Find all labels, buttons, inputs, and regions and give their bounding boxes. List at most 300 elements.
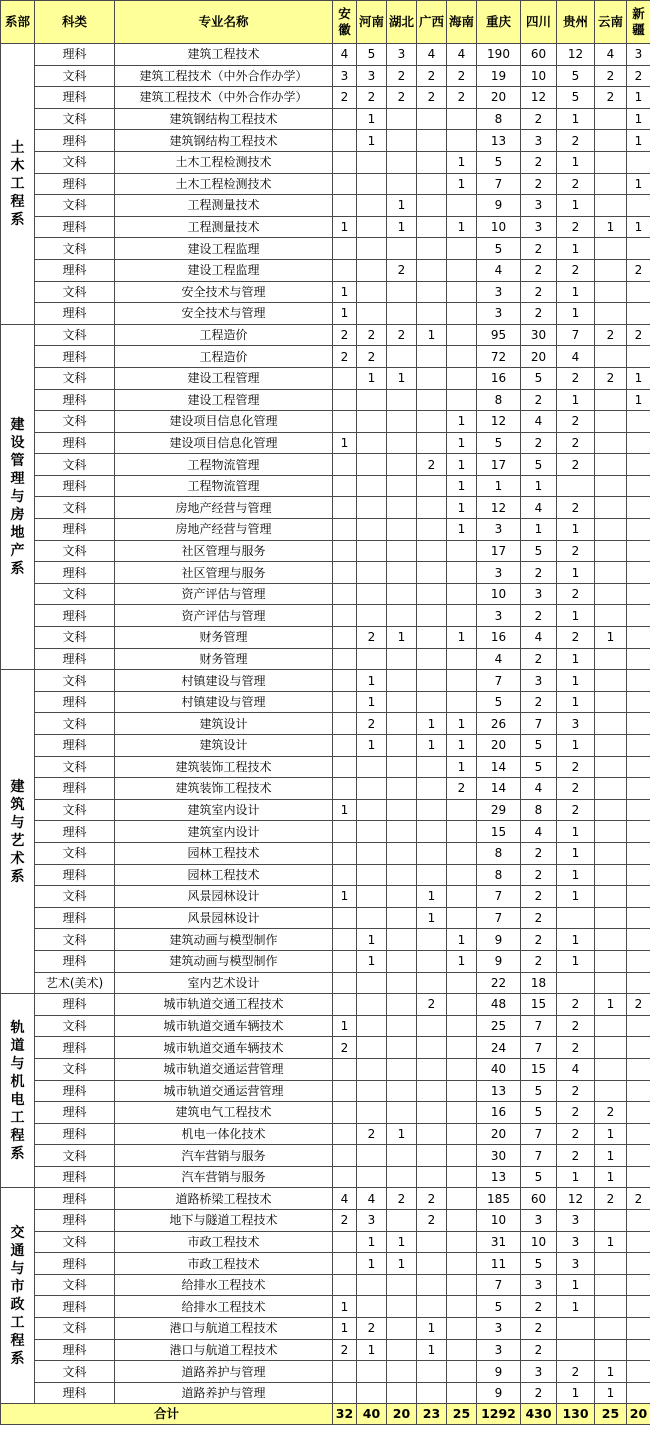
quota-cell: 2 [357, 713, 387, 735]
quota-cell [447, 1058, 477, 1080]
table-row [1, 1037, 650, 1059]
quota-cell [595, 151, 627, 173]
quota-cell: 31 [477, 1231, 521, 1253]
quota-cell [417, 648, 447, 670]
quota-cell [387, 886, 417, 908]
quota-cell: 7 [521, 713, 557, 735]
department-label: 建筑与艺术系 [10, 778, 25, 885]
quota-cell [627, 195, 650, 217]
quota-cell [387, 1382, 417, 1404]
quota-cell [447, 605, 477, 627]
quota-cell [447, 1361, 477, 1383]
quota-cell [333, 411, 357, 433]
quota-cell [595, 1015, 627, 1037]
quota-cell: 8 [477, 108, 521, 130]
quota-cell: 1 [447, 519, 477, 541]
major-cell: 园林工程技术 [115, 864, 333, 886]
table-row [1, 907, 650, 929]
table-row [1, 303, 650, 325]
quota-cell [417, 1015, 447, 1037]
major-cell: 城市轨道交通车辆技术 [115, 1037, 333, 1059]
quota-cell [387, 1166, 417, 1188]
quota-cell [595, 281, 627, 303]
table-header [1, 1, 650, 44]
quota-cell: 1 [387, 627, 417, 649]
quota-cell: 1 [557, 238, 595, 260]
quota-cell [595, 411, 627, 433]
quota-cell [387, 713, 417, 735]
table-row [1, 389, 650, 411]
quota-cell: 2 [447, 65, 477, 87]
quota-cell: 2 [557, 173, 595, 195]
track-cell: 文科 [35, 756, 115, 778]
table-row [1, 475, 650, 497]
quota-cell [595, 1318, 627, 1340]
quota-cell [417, 1231, 447, 1253]
major-cell: 工程造价 [115, 346, 333, 368]
quota-cell [627, 907, 650, 929]
quota-cell: 3 [357, 65, 387, 87]
table-row [1, 648, 650, 670]
quota-cell: 4 [557, 1058, 595, 1080]
quota-cell: 1 [557, 281, 595, 303]
quota-cell [447, 1145, 477, 1167]
quota-cell [595, 756, 627, 778]
quota-cell [595, 519, 627, 541]
quota-cell [387, 864, 417, 886]
table-row [1, 1231, 650, 1253]
quota-cell [357, 994, 387, 1016]
quota-cell [595, 1037, 627, 1059]
quota-cell: 1 [387, 216, 417, 238]
quota-cell: 1 [333, 886, 357, 908]
table-row [1, 627, 650, 649]
quota-cell [417, 562, 447, 584]
quota-cell: 2 [557, 1145, 595, 1167]
table-row [1, 1058, 650, 1080]
quota-cell [627, 1037, 650, 1059]
major-cell: 村镇建设与管理 [115, 691, 333, 713]
table-body [1, 44, 650, 1404]
quota-cell [595, 713, 627, 735]
quota-cell: 1 [627, 108, 650, 130]
table-row [1, 562, 650, 584]
quota-cell [387, 972, 417, 994]
quota-cell: 4 [333, 1188, 357, 1210]
quota-cell [447, 1102, 477, 1124]
quota-cell: 2 [521, 864, 557, 886]
major-cell: 村镇建设与管理 [115, 670, 333, 692]
quota-cell [333, 627, 357, 649]
table-row [1, 519, 650, 541]
quota-cell: 2 [521, 151, 557, 173]
quota-cell: 9 [477, 195, 521, 217]
quota-cell [387, 562, 417, 584]
quota-cell [627, 886, 650, 908]
table-row [1, 864, 650, 886]
quota-cell: 5 [557, 87, 595, 109]
quota-cell: 1 [595, 994, 627, 1016]
quota-cell: 1 [357, 950, 387, 972]
quota-cell: 2 [521, 929, 557, 951]
major-cell: 建筑钢结构工程技术 [115, 130, 333, 152]
quota-cell: 1 [557, 670, 595, 692]
quota-cell: 2 [557, 756, 595, 778]
quota-cell [627, 670, 650, 692]
quota-cell [357, 216, 387, 238]
quota-cell: 3 [521, 1274, 557, 1296]
quota-cell: 2 [333, 324, 357, 346]
table-row [1, 65, 650, 87]
quota-cell [417, 173, 447, 195]
header-dept: 系部 [1, 1, 35, 44]
quota-cell [447, 1166, 477, 1188]
quota-cell [447, 1231, 477, 1253]
quota-cell: 3 [333, 65, 357, 87]
quota-cell [417, 799, 447, 821]
table-row [1, 454, 650, 476]
quota-cell [417, 1145, 447, 1167]
major-cell: 城市轨道交通车辆技术 [115, 1015, 333, 1037]
quota-cell: 2 [557, 799, 595, 821]
quota-cell: 1 [627, 367, 650, 389]
quota-cell: 1 [595, 216, 627, 238]
quota-cell: 1 [447, 497, 477, 519]
quota-cell: 1 [417, 324, 447, 346]
track-cell: 文科 [35, 799, 115, 821]
quota-cell: 5 [477, 238, 521, 260]
table-row [1, 735, 650, 757]
quota-cell: 3 [521, 670, 557, 692]
quota-cell [447, 238, 477, 260]
quota-cell: 7 [477, 1274, 521, 1296]
quota-cell [447, 1382, 477, 1404]
track-cell: 理科 [35, 259, 115, 281]
track-cell: 理科 [35, 173, 115, 195]
quota-cell: 2 [595, 1102, 627, 1124]
major-cell: 建筑室内设计 [115, 799, 333, 821]
quota-cell [357, 1037, 387, 1059]
quota-cell [357, 432, 387, 454]
quota-cell [447, 562, 477, 584]
quota-cell: 2 [521, 259, 557, 281]
quota-cell: 1 [357, 130, 387, 152]
quota-cell: 2 [333, 346, 357, 368]
table-row [1, 1296, 650, 1318]
quota-cell [447, 648, 477, 670]
quota-cell: 185 [477, 1188, 521, 1210]
quota-cell [357, 821, 387, 843]
quota-cell: 16 [477, 627, 521, 649]
quota-cell: 1 [557, 929, 595, 951]
quota-cell [627, 713, 650, 735]
quota-cell: 1 [333, 432, 357, 454]
quota-cell [387, 281, 417, 303]
quota-cell: 1 [557, 950, 595, 972]
quota-cell: 4 [417, 44, 447, 66]
quota-cell [627, 950, 650, 972]
quota-cell: 12 [477, 411, 521, 433]
quota-cell [387, 519, 417, 541]
track-cell: 理科 [35, 87, 115, 109]
track-cell: 理科 [35, 389, 115, 411]
major-cell: 港口与航道工程技术 [115, 1339, 333, 1361]
quota-cell [447, 842, 477, 864]
quota-cell [595, 497, 627, 519]
quota-cell [595, 605, 627, 627]
table-row [1, 259, 650, 281]
department-name [1, 324, 35, 670]
quota-cell: 1 [447, 216, 477, 238]
quota-cell [417, 1102, 447, 1124]
quota-cell: 3 [477, 562, 521, 584]
quota-cell [447, 367, 477, 389]
quota-cell [387, 1015, 417, 1037]
quota-cell [333, 842, 357, 864]
quota-cell [595, 475, 627, 497]
quota-cell [357, 540, 387, 562]
track-cell: 理科 [35, 1037, 115, 1059]
quota-cell: 2 [417, 1188, 447, 1210]
quota-cell: 1 [627, 216, 650, 238]
quota-cell: 190 [477, 44, 521, 66]
major-cell: 室内艺术设计 [115, 972, 333, 994]
quota-cell [333, 1145, 357, 1167]
quota-cell [333, 1102, 357, 1124]
quota-cell [447, 389, 477, 411]
quota-cell: 2 [417, 87, 447, 109]
quota-cell [627, 1274, 650, 1296]
quota-cell [387, 1037, 417, 1059]
quota-cell [387, 583, 417, 605]
track-cell: 理科 [35, 432, 115, 454]
quota-cell [333, 454, 357, 476]
header-region: 新疆 [627, 1, 650, 44]
quota-cell [333, 1274, 357, 1296]
major-cell: 道路养护与管理 [115, 1361, 333, 1383]
department-label: 建设管理与房地产系 [10, 416, 25, 577]
quota-cell [447, 583, 477, 605]
department-label: 土木工程系 [10, 139, 25, 228]
quota-cell [447, 324, 477, 346]
quota-cell [357, 562, 387, 584]
major-cell: 建筑动画与模型制作 [115, 950, 333, 972]
track-cell: 理科 [35, 303, 115, 325]
quota-cell: 1 [447, 950, 477, 972]
quota-cell: 1 [333, 799, 357, 821]
quota-cell [595, 540, 627, 562]
quota-cell [417, 259, 447, 281]
track-cell: 理科 [35, 1188, 115, 1210]
quota-cell [627, 346, 650, 368]
table-row [1, 1382, 650, 1404]
quota-cell [627, 1361, 650, 1383]
department-name [1, 994, 35, 1188]
quota-cell [357, 864, 387, 886]
quota-cell [627, 519, 650, 541]
table-row [1, 44, 650, 66]
track-cell: 理科 [35, 821, 115, 843]
quota-cell [417, 540, 447, 562]
quota-cell: 5 [521, 454, 557, 476]
quota-cell [357, 842, 387, 864]
quota-cell: 2 [595, 65, 627, 87]
major-cell: 工程测量技术 [115, 195, 333, 217]
total-value: 430 [521, 1404, 557, 1425]
quota-cell [357, 1102, 387, 1124]
quota-cell [447, 281, 477, 303]
quota-cell [595, 735, 627, 757]
table-row [1, 886, 650, 908]
quota-cell [447, 821, 477, 843]
quota-cell [357, 1166, 387, 1188]
quota-cell: 3 [521, 195, 557, 217]
quota-cell [357, 195, 387, 217]
quota-cell [417, 238, 447, 260]
quota-cell: 1 [557, 108, 595, 130]
quota-cell [387, 929, 417, 951]
track-cell: 文科 [35, 1361, 115, 1383]
quota-cell: 2 [521, 238, 557, 260]
quota-cell: 1 [595, 1166, 627, 1188]
quota-cell [447, 1188, 477, 1210]
quota-cell: 15 [521, 994, 557, 1016]
table-row [1, 1166, 650, 1188]
quota-cell: 3 [521, 1361, 557, 1383]
quota-cell: 4 [521, 497, 557, 519]
quota-cell: 5 [477, 151, 521, 173]
quota-cell: 3 [521, 583, 557, 605]
quota-cell [627, 1166, 650, 1188]
quota-cell [557, 475, 595, 497]
quota-cell: 22 [477, 972, 521, 994]
total-value: 20 [627, 1404, 650, 1425]
quota-cell: 8 [477, 864, 521, 886]
table-row [1, 151, 650, 173]
major-cell: 风景园林设计 [115, 907, 333, 929]
quota-cell: 25 [477, 1015, 521, 1037]
quota-cell: 8 [521, 799, 557, 821]
department-label: 轨道与机电工程系 [10, 1019, 25, 1162]
quota-cell [387, 756, 417, 778]
quota-cell [595, 670, 627, 692]
quota-cell: 2 [557, 994, 595, 1016]
quota-cell: 1 [557, 842, 595, 864]
quota-cell: 1 [333, 1015, 357, 1037]
quota-cell [357, 1296, 387, 1318]
quota-cell [417, 130, 447, 152]
quota-cell [387, 303, 417, 325]
quota-cell: 1 [557, 691, 595, 713]
quota-cell [387, 1102, 417, 1124]
quota-cell: 3 [557, 1253, 595, 1275]
quota-cell: 1 [557, 151, 595, 173]
table-row [1, 972, 650, 994]
track-cell: 艺术(美术) [35, 972, 115, 994]
quota-cell: 1 [387, 1231, 417, 1253]
quota-cell [357, 605, 387, 627]
quota-cell: 1 [447, 173, 477, 195]
quota-cell [447, 1015, 477, 1037]
quota-cell: 2 [521, 907, 557, 929]
quota-cell [333, 108, 357, 130]
quota-cell: 1 [557, 821, 595, 843]
quota-cell: 1 [595, 1231, 627, 1253]
quota-cell: 8 [477, 842, 521, 864]
quota-cell [387, 1339, 417, 1361]
quota-cell: 1 [627, 130, 650, 152]
track-cell: 理科 [35, 346, 115, 368]
quota-cell [333, 670, 357, 692]
quota-cell [417, 756, 447, 778]
track-cell: 理科 [35, 1102, 115, 1124]
quota-cell [595, 454, 627, 476]
table-row [1, 799, 650, 821]
track-cell: 文科 [35, 324, 115, 346]
quota-cell: 5 [477, 1296, 521, 1318]
quota-cell: 3 [387, 44, 417, 66]
quota-cell [357, 259, 387, 281]
header-region: 云南 [595, 1, 627, 44]
quota-cell [627, 691, 650, 713]
quota-cell: 17 [477, 540, 521, 562]
quota-cell [595, 1339, 627, 1361]
table-row [1, 950, 650, 972]
quota-cell: 2 [595, 1188, 627, 1210]
quota-cell: 1 [595, 1145, 627, 1167]
quota-cell [595, 929, 627, 951]
quota-cell [333, 713, 357, 735]
quota-cell: 48 [477, 994, 521, 1016]
quota-cell: 5 [521, 367, 557, 389]
quota-cell [357, 389, 387, 411]
quota-cell: 1 [447, 713, 477, 735]
table-row [1, 691, 650, 713]
quota-cell [595, 173, 627, 195]
quota-cell: 16 [477, 1102, 521, 1124]
quota-cell: 20 [477, 1123, 521, 1145]
quota-cell [627, 756, 650, 778]
quota-cell: 1 [357, 1231, 387, 1253]
quota-cell [447, 108, 477, 130]
quota-cell [447, 670, 477, 692]
quota-cell [447, 1296, 477, 1318]
quota-cell [595, 691, 627, 713]
quota-cell [387, 432, 417, 454]
major-cell: 工程物流管理 [115, 475, 333, 497]
major-cell: 社区管理与服务 [115, 562, 333, 584]
major-cell: 工程测量技术 [115, 216, 333, 238]
quota-cell: 12 [557, 1188, 595, 1210]
quota-cell [417, 605, 447, 627]
quota-cell: 1 [417, 1318, 447, 1340]
quota-cell: 17 [477, 454, 521, 476]
quota-cell: 2 [521, 691, 557, 713]
quota-cell [627, 799, 650, 821]
quota-cell: 2 [521, 648, 557, 670]
quota-cell [417, 367, 447, 389]
quota-cell: 24 [477, 1037, 521, 1059]
quota-cell: 15 [477, 821, 521, 843]
quota-cell: 1 [333, 1318, 357, 1340]
header-region: 安徽 [333, 1, 357, 44]
quota-cell: 1 [521, 519, 557, 541]
quota-cell: 1 [557, 195, 595, 217]
quota-cell: 2 [521, 605, 557, 627]
table-row [1, 670, 650, 692]
quota-cell: 3 [477, 605, 521, 627]
quota-cell [357, 778, 387, 800]
